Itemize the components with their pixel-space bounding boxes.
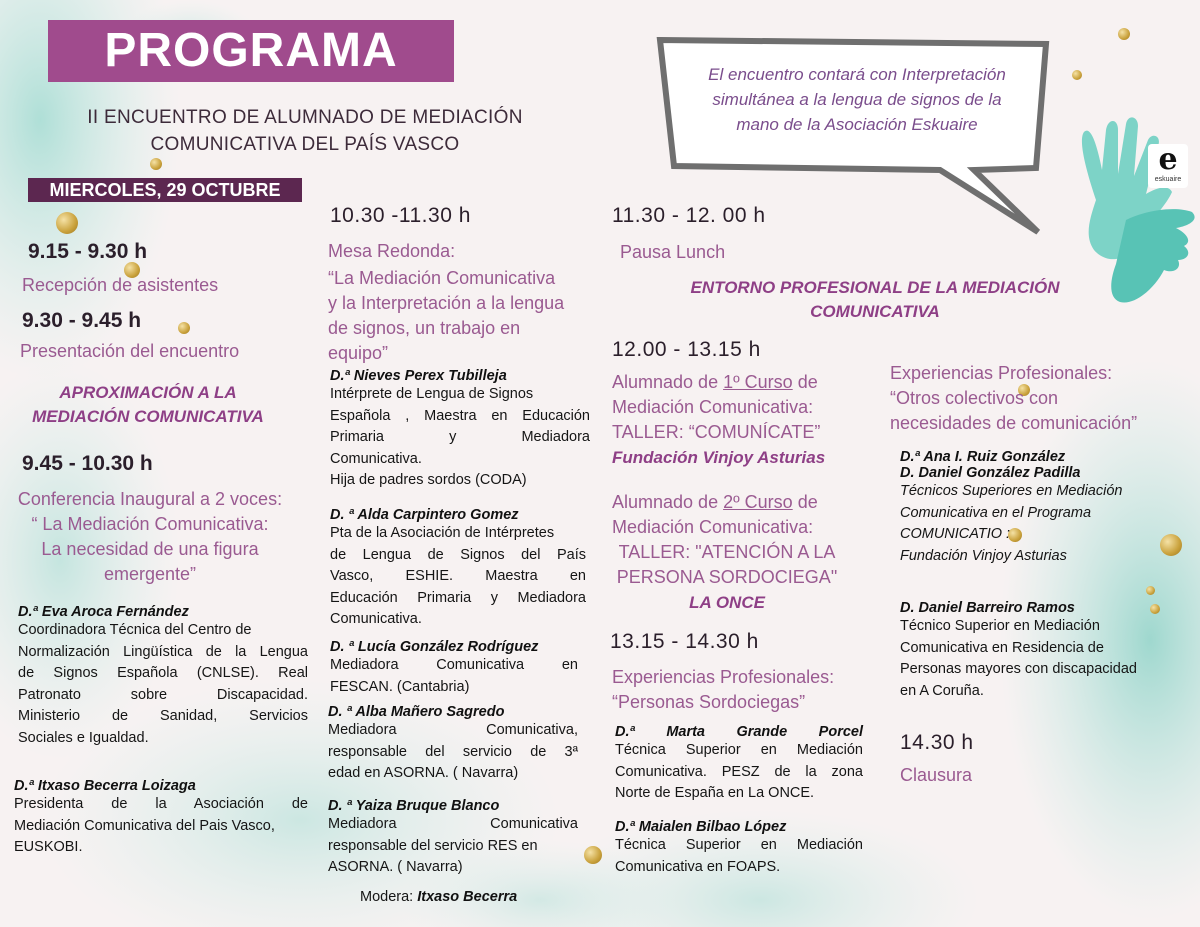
panelist-block: D. ª Alda Carpintero Gomez Pta de la Asociación de Intérpretes de Lengua de Signos del País Vasco, ESHIE. Maestra en Educación Primaria y Mediadora Comunicativa. (330, 507, 586, 627)
event-subtitle: II ENCUENTRO DE ALUMNADO DE MEDIACIÓN COMUNICATIVA DEL PAÍS VASCO (87, 107, 523, 155)
activity-title: Mesa Redonda: (328, 241, 456, 261)
section-heading: APROXIMACIÓN A LA MEDIACIÓN COMUNICATIVA (32, 383, 264, 426)
experiences-title: Experiencias Profesionales: “Otros colectivos con necesidades de comunicación” (890, 363, 1138, 433)
event-date-band: MIERCOLES, 29 OCTUBRE (28, 178, 302, 202)
speaker-name: D.ª Itxaso Becerra Loizaga (14, 778, 196, 794)
eskuaire-logo (1148, 144, 1188, 188)
page-title-banner: PROGRAMA (48, 20, 454, 82)
speaker-name: D.ª Ana I. Ruiz González (900, 449, 1066, 465)
time-slot: 14.30 h (900, 731, 974, 754)
speaker-name: D. Daniel Barreiro Ramos (900, 600, 1075, 616)
gold-dot (56, 212, 78, 234)
time-slot: 11.30 - 12. 00 h (612, 204, 766, 227)
gold-dot (584, 846, 602, 864)
experiences-title: Experiencias Profesionales: “Personas Sordociegas” (612, 667, 835, 712)
panelist-block: D. ª Lucía González Rodríguez Mediadora Comunicativa en FESCAN. (Cantabria) (330, 639, 578, 695)
panelist-block: D. ª Alba Mañero Sagredo Mediadora Comunicativa, responsable del servicio de 3ª edad en ASORNA. ( Navarra) (328, 704, 578, 781)
activity-description: Presentación del encuentro (20, 341, 240, 361)
activity-description: Recepción de asistentes (22, 275, 219, 295)
panelist-name: D. ª Lucía González Rodríguez (330, 639, 539, 655)
panelist-name: D.ª Nieves Perex Tubilleja (330, 368, 507, 384)
speaker-block: D.ª Eva Aroca Fernández Coordinadora Técnica del Centro de Normalización Lingüística de la Lengua de Signos Española (CNLSE). Real Patronato sobre Discapacidad. Ministerio de Sanidad, Servicios Sociales e Igualdad. (18, 604, 308, 746)
gold-dot (178, 322, 190, 334)
time-slot: 10.30 -11.30 h (330, 204, 471, 227)
round-table-topic: “La Mediación Comunicativa y la Interpretación a la lengua de signos, un trabajo en equipo” (328, 268, 565, 363)
panelist-name: D. ª Yaiza Bruque Blanco (328, 798, 500, 814)
section-heading: ENTORNO PROFESIONAL DE LA MEDIACIÓN COMUNICATIVA (690, 278, 1060, 321)
workshop-organization: LA ONCE (689, 593, 765, 612)
speaker-name: D. Daniel González Padilla (900, 465, 1081, 481)
speaker-name: D.ª Eva Aroca Fernández (18, 604, 189, 620)
time-slot: 9.15 - 9.30 h (28, 240, 148, 263)
time-slot: 9.30 - 9.45 h (22, 309, 142, 332)
gold-dot (1146, 586, 1155, 595)
workshop-block: Alumnado de 2º Curso de Mediación Comunicativa: TALLER: "ATENCIÓN A LA PERSONA SORDOCIEGA" LA ONCE (612, 490, 842, 616)
panelist-block: D.ª Nieves Perex Tubilleja Intérprete de Lengua de Signos Española , Maestra en Educación Primaria y Mediadora Comunicativa. Hija de padres sordos (CODA) (330, 368, 590, 488)
speaker-block: D.ª Ana I. Ruiz González D. Daniel González Padilla Técnicos Superiores en Mediación Comunicativa en el Programa COMUNICATIO : Fundación Vinjoy Asturias (900, 449, 1160, 567)
workshop-organization: Fundación Vinjoy Asturias (612, 448, 826, 467)
time-slot: 12.00 - 13.15 h (612, 338, 761, 361)
moderator-name: Itxaso Becerra (417, 889, 518, 905)
panelist-name: D. ª Alda Carpintero Gomez (330, 507, 519, 523)
eskuaire-logo-caption: eskuaire (1154, 176, 1182, 183)
gold-dot (150, 158, 162, 170)
activity-description: Clausura (900, 765, 973, 785)
moderator-line: Modera: Itxaso Becerra (360, 889, 518, 905)
speaker-name: D.ª Maialen Bilbao López (615, 819, 787, 835)
gold-dot (1160, 534, 1182, 556)
speaker-block: D. Daniel Barreiro Ramos Técnico Superior en Mediación Comunicativa en Residencia de Personas mayores con discapacidad en A Coruña. (900, 600, 1172, 702)
gold-dot (1118, 28, 1130, 40)
time-slot: 9.45 - 10.30 h (22, 452, 153, 475)
speaker-block: D.ª Marta Grande Porcel Técnica Superior en Mediación Comunicativa. PESZ de la zona Norte de España en La ONCE. (615, 724, 863, 801)
speaker-block: D.ª Itxaso Becerra Loizaga Presidenta de la Asociación de Mediación Comunicativa del Pais Vasco, EUSKOBI. (14, 778, 308, 855)
panelist-name: D. ª Alba Mañero Sagredo (328, 704, 505, 720)
activity-description: Pausa Lunch (620, 242, 726, 262)
bubble-text: El encuentro contará con Interpretación simultánea a la lengua de signos de la mano de la Asociación Eskuaire (708, 65, 1006, 134)
speaker-block: D.ª Maialen Bilbao López Técnica Superior en Mediación Comunicativa en FOAPS. (615, 819, 863, 875)
time-slot: 13.15 - 14.30 h (610, 630, 759, 653)
eskuaire-logo-letter: e (1158, 142, 1178, 177)
panelist-block: D. ª Yaiza Bruque Blanco Mediadora Comunicativa responsable del servicio RES en ASORNA. ( Navarra) (328, 798, 578, 875)
speaker-name: D.ª Marta Grande Porcel (615, 724, 863, 740)
workshop-block: Alumnado de 1º Curso de Mediación Comunicativa: TALLER: “COMUNÍCATE” Fundación Vinjoy Asturias (612, 370, 852, 471)
conference-title: Conferencia Inaugural a 2 voces: “ La Mediación Comunicativa: La necesidad de una figura emergente” (17, 489, 283, 584)
